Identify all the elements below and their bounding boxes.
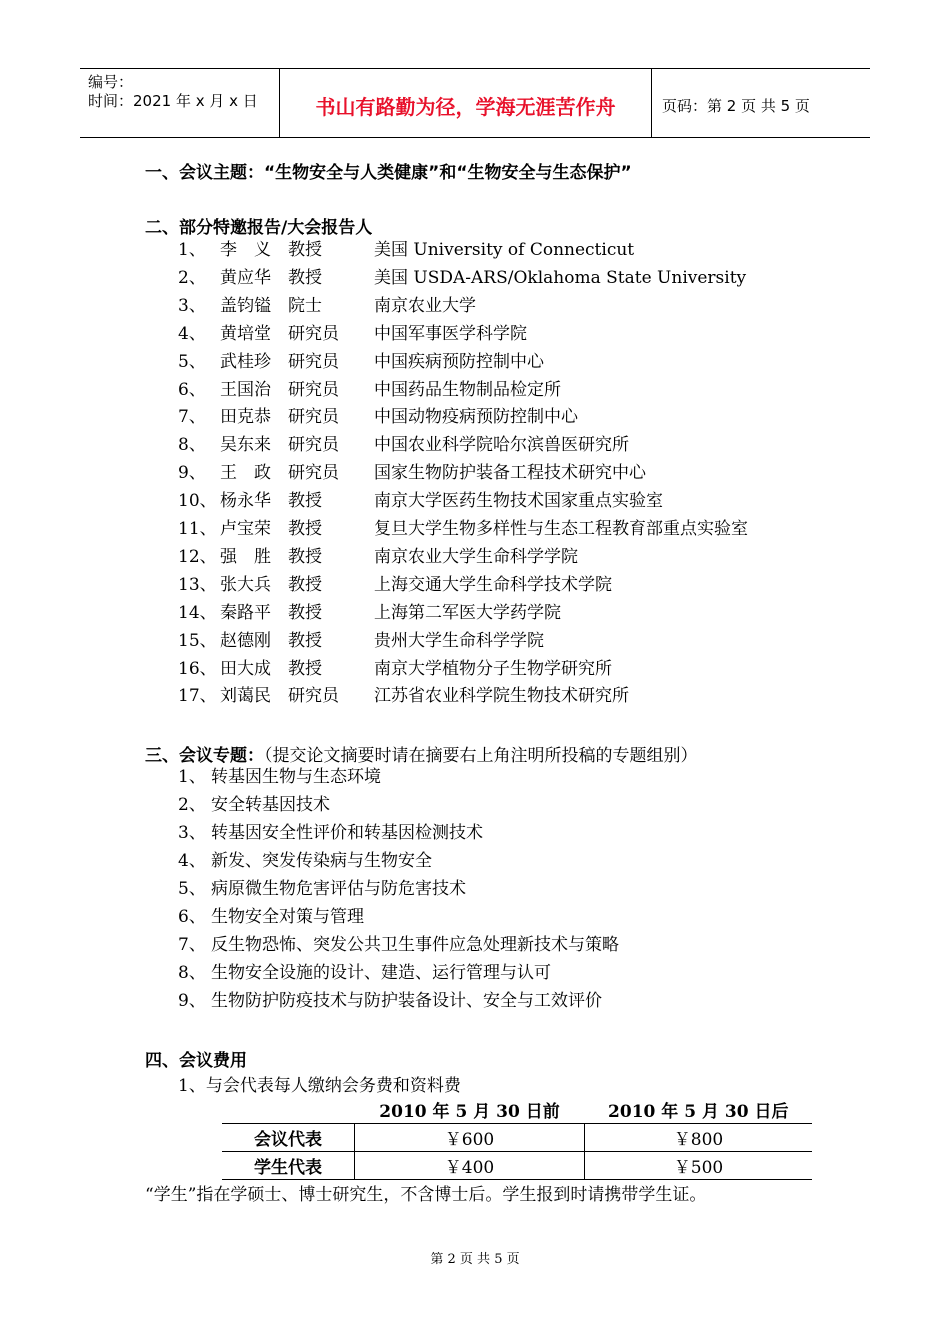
- speaker-number: 17、: [178, 686, 217, 707]
- speaker-name: 张大兵: [220, 574, 271, 595]
- speaker-org: 贵州大学生命科学学院: [374, 630, 544, 651]
- topic-number: 5、: [178, 879, 206, 899]
- fee-table-header-after: 2010 年 5 月 30 日后: [585, 1096, 813, 1124]
- speaker-number: 12、: [178, 546, 217, 567]
- student-note: “学生”指在学硕士、博士研究生，不含博士后。学生报到时请携带学生证。: [145, 1185, 707, 1205]
- fee-table-header-before: 2010 年 5 月 30 日前: [355, 1096, 585, 1124]
- topic-text: 生物安全对策与管理: [211, 907, 364, 927]
- speaker-title: 研究员: [288, 407, 339, 428]
- topic-text: 转基因安全性评价和转基因检测技术: [211, 823, 483, 843]
- speaker-name: 秦路平: [220, 602, 271, 623]
- fee-after: ￥500: [585, 1152, 813, 1180]
- topic-number: 1、: [178, 767, 206, 787]
- topic-text: 安全转基因技术: [211, 795, 330, 815]
- fee-before: ￥400: [355, 1152, 585, 1180]
- table-row: [222, 1124, 812, 1152]
- speaker-org: 国家生物防护装备工程技术研究中心: [374, 463, 646, 484]
- speaker-org: 南京大学植物分子生物学研究所: [374, 658, 612, 679]
- topic-text: 生物安全设施的设计、建造、运行管理与认可: [211, 963, 551, 983]
- speaker-title: 教授: [288, 546, 322, 567]
- speaker-number: 14、: [178, 602, 217, 623]
- topic-number: 8、: [178, 963, 206, 983]
- speaker-name: 刘蔼民: [220, 686, 271, 707]
- speaker-title: 教授: [288, 519, 322, 539]
- speaker-org: 美国 USDA-ARS/Oklahoma State University: [374, 267, 747, 288]
- section-3-note: （提交论文摘要时请在摘要右上角注明所投稿的专题组别）: [264, 746, 698, 766]
- topic-number: 3、: [178, 823, 206, 843]
- speaker-org: 复旦大学生物多样性与生态工程教育部重点实验室: [374, 519, 748, 539]
- speaker-org: 南京大学医药生物技术国家重点实验室: [374, 491, 663, 512]
- topic-number: 9、: [178, 991, 206, 1011]
- speaker-name: 赵德刚: [220, 630, 271, 651]
- speaker-name: 田大成: [220, 658, 271, 679]
- topic-number: 7、: [178, 935, 206, 955]
- speaker-name: 吴东来: [220, 435, 271, 456]
- fee-table: [222, 1096, 812, 1180]
- section-2-title: 二、部分特邀报告/大会报告人: [145, 218, 373, 238]
- speaker-title: 教授: [288, 491, 322, 512]
- section-4-title: 四、会议费用: [145, 1051, 247, 1071]
- speaker-number: 16、: [178, 658, 217, 679]
- fee-row-label: 会议代表: [222, 1124, 355, 1152]
- header-meta: [80, 69, 280, 137]
- speaker-title: 教授: [288, 630, 322, 651]
- speaker-title: 研究员: [288, 323, 339, 344]
- speaker-title: 教授: [288, 602, 322, 623]
- page-footer: 第 2 页 共 5 页: [430, 1252, 520, 1267]
- speaker-name: 武桂珍: [220, 351, 271, 372]
- speaker-number: 15、: [178, 630, 217, 651]
- speaker-org: 中国农业科学院哈尔滨兽医研究所: [374, 435, 629, 456]
- speaker-number: 4、: [178, 323, 206, 344]
- section-1-title: 一、会议主题：“生物安全与人类健康”和“生物安全与生态保护”: [145, 163, 632, 183]
- speaker-number: 6、: [178, 379, 206, 400]
- topic-text: 反生物恐怖、突发公共卫生事件应急处理新技术与策略: [211, 935, 619, 955]
- speaker-number: 5、: [178, 351, 206, 372]
- topic-number: 4、: [178, 851, 206, 871]
- speaker-title: 教授: [288, 574, 322, 595]
- speaker-org: 中国动物疫病预防控制中心: [374, 407, 578, 428]
- page-info: 页码：第 2 页 共 5 页: [662, 96, 810, 115]
- doc-number-label: 编号：: [88, 73, 134, 91]
- speaker-title: 教授: [288, 267, 322, 288]
- fee-row-label: 学生代表: [222, 1152, 355, 1180]
- topic-number: 6、: [178, 907, 206, 927]
- speaker-name: 盖钧镒: [220, 295, 271, 316]
- speaker-number: 1、: [178, 240, 206, 260]
- speaker-org: 江苏省农业科学院生物技术研究所: [374, 686, 629, 707]
- topic-text: 转基因生物与生态环境: [211, 767, 381, 787]
- speaker-name: 王 政: [220, 463, 271, 484]
- speaker-title: 研究员: [288, 686, 339, 707]
- speaker-title: 教授: [288, 658, 322, 679]
- speaker-number: 9、: [178, 463, 206, 484]
- time-label: 时间：2021 年 x 月 x 日: [88, 92, 258, 110]
- speaker-name: 卢宝荣: [220, 519, 271, 539]
- speaker-number: 11、: [178, 519, 217, 539]
- speaker-name: 杨永华: [220, 491, 271, 512]
- speaker-number: 10、: [178, 491, 217, 512]
- topic-text: 新发、突发传染病与生物安全: [211, 851, 432, 871]
- page-header: [80, 68, 870, 138]
- fee-item-1: 1、与会代表每人缴纳会务费和资料费: [178, 1076, 461, 1096]
- speaker-name: 黄培堂: [220, 323, 271, 344]
- speaker-name: 黄应华: [220, 267, 271, 288]
- topic-text: 病原微生物危害评估与防危害技术: [211, 879, 466, 899]
- speaker-number: 2、: [178, 267, 206, 288]
- speaker-number: 3、: [178, 295, 206, 316]
- speaker-title: 院士: [288, 295, 322, 316]
- speaker-title: 研究员: [288, 435, 339, 456]
- topic-text: 生物防护防疫技术与防护装备设计、安全与工效评价: [211, 991, 602, 1011]
- speaker-name: 王国治: [220, 379, 271, 400]
- section-3-title: [145, 741, 698, 766]
- speaker-number: 8、: [178, 435, 206, 456]
- speaker-org: 上海交通大学生命科学技术学院: [374, 574, 612, 595]
- topic-number: 2、: [178, 795, 206, 815]
- speaker-number: 13、: [178, 574, 217, 595]
- speaker-org: 南京农业大学: [374, 295, 476, 316]
- speaker-org: 南京农业大学生命科学学院: [374, 546, 578, 567]
- speaker-title: 研究员: [288, 351, 339, 372]
- fee-before: ￥600: [355, 1124, 585, 1152]
- speaker-title: 研究员: [288, 379, 339, 400]
- speaker-org: 中国疾病预防控制中心: [374, 351, 544, 372]
- speaker-title: 教授: [288, 240, 322, 260]
- speaker-name: 强 胜: [220, 546, 271, 567]
- speaker-org: 上海第二军医大学药学院: [374, 602, 561, 623]
- speaker-name: 李 义: [220, 240, 271, 260]
- speaker-org: 美国 University of Connecticut: [374, 240, 635, 260]
- fee-table-header: [222, 1096, 812, 1124]
- section-3-heading: 三、会议专题：: [145, 746, 264, 766]
- speaker-org: 中国药品生物制品检定所: [374, 379, 561, 400]
- fee-after: ￥800: [585, 1124, 813, 1152]
- motto: 书山有路勤为径，学海无涯苦作舟: [280, 69, 652, 137]
- table-row: [222, 1152, 812, 1180]
- speaker-org: 中国军事医学科学院: [374, 323, 527, 344]
- speaker-number: 7、: [178, 407, 206, 428]
- speaker-name: 田克恭: [220, 407, 271, 428]
- fee-table-header-empty: [222, 1096, 355, 1124]
- speaker-title: 研究员: [288, 463, 339, 484]
